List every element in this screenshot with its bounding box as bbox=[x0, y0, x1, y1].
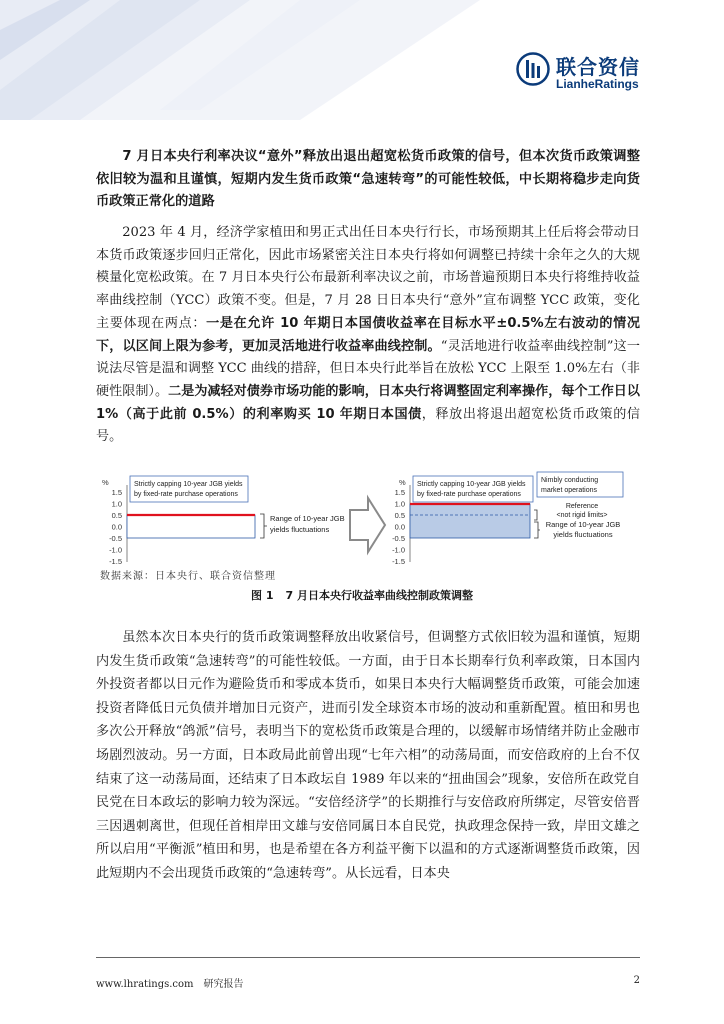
left-percent-sign: % bbox=[102, 478, 109, 487]
right-ytick-1: 1.5 bbox=[394, 488, 405, 497]
right-fluctuation-band bbox=[410, 504, 530, 538]
figure-caption-number: 图 1 bbox=[251, 589, 274, 602]
lianhe-logo-icon bbox=[516, 52, 550, 86]
footer-divider bbox=[96, 957, 640, 958]
right-ytick-6: -1.0 bbox=[392, 545, 405, 555]
left-ytick-7: -1.5 bbox=[109, 557, 122, 566]
nimbly-label-2: market operations bbox=[541, 487, 598, 494]
paragraph-1-bold-a: 一是在允许 10 年期日本国债收益率在目标水平±0.5%左右波动的情况下，以区间上限为参考，更加灵活地进行收益率曲线控制。 bbox=[96, 315, 640, 354]
page-number: 2 bbox=[633, 975, 640, 986]
footer-doc-type: 研究报告 bbox=[203, 979, 244, 990]
left-ytick-5: -0.5 bbox=[109, 534, 122, 543]
right-ytick-4: 0.0 bbox=[394, 522, 405, 532]
left-ytick-4: 0.0 bbox=[111, 522, 122, 532]
right-ytick-3: 0.5 bbox=[394, 511, 405, 520]
header-decoration bbox=[0, 0, 480, 120]
paragraph-1-text-b: “灵活地进行收益率曲线控制”这一说法尽管是温和调整 YCC 曲线的措辞，但日本央行此举旨在放松 YCC 上限至 1.0%左右（非硬性限制）。 bbox=[96, 338, 641, 399]
right-range-label-2: yields fluctuations bbox=[553, 530, 613, 539]
right-ytick-5: -0.5 bbox=[392, 534, 405, 543]
left-ytick-2: 1.0 bbox=[111, 499, 122, 509]
company-logo bbox=[516, 50, 646, 94]
logo-chinese-name: 联合资信 bbox=[556, 55, 640, 79]
right-cap-label-1: Strictly capping 10-year JGB yields bbox=[417, 481, 526, 488]
right-cap-callout bbox=[413, 476, 533, 502]
transition-arrow-icon bbox=[350, 498, 385, 552]
left-range-brace bbox=[260, 514, 267, 538]
figure-caption bbox=[0, 587, 724, 603]
left-ytick-6: -1.0 bbox=[109, 545, 122, 555]
left-ytick-1: 1.5 bbox=[111, 488, 122, 497]
paragraph-1-bold-b: 二是为减轻对债券市场功能的影响，日本央行将调整固定利率操作，每个工作日以 1%（高于此前 0.5%）的利率购买 10 年期日本国债 bbox=[96, 383, 641, 422]
left-cap-callout bbox=[130, 476, 248, 502]
right-percent-sign: % bbox=[399, 478, 406, 487]
logo-english-name: LianheRatings bbox=[556, 77, 639, 91]
left-range-label-1: Range of 10-year JGB bbox=[270, 514, 345, 523]
section-heading: 7 月日本央行利率决议“意外”释放出退出超宽松货币政策的信号，但本次货币政策调整依旧较为温和且谨慎，短期内发生货币政策“急速转弯”的可能性较低，中长期将稳步走向货币政策正常化的道路 bbox=[96, 149, 640, 209]
nimbly-label-1: Nimbly conducting bbox=[541, 477, 599, 484]
left-cap-label-1: Strictly capping 10-year JGB yields bbox=[134, 481, 243, 488]
paragraph-1-text-a: 2023 年 4 月，经济学家植田和男正式出任日本央行行长，市场预期其上任后将会带动日本货币政策逐步回归正常化，因此市场紧密关注日本央行将如何调整已持续十余年之久的大规模量化宽松政策。在 7 月日本央行公布最新利率决议之前，市场普遍预期日本央行将维持收益率曲线控制（YCC）政策不变。但是，7 月 28 日日本央行“意外”宣布调整 YCC 政策，变化主要体现在两点： bbox=[96, 225, 640, 331]
reference-label-2: <not rigid limits> bbox=[556, 512, 608, 519]
right-range-label-1: Range of 10-year JGB bbox=[545, 520, 621, 529]
right-panel bbox=[392, 472, 623, 566]
paragraph-2: 虽然本次日本央行的货币政策调整释放出收紧信号，但调整方式依旧较为温和谨慎，短期内发生货币政策“急速转弯”的可能性较低。一方面，由于日本长期奉行负利率政策，日本国内外投资者都以日元作为避险货币和零成本货币，如果日本央行大幅调整货币政策，可能会加速投资者降低日元负债并增加日元资产，进而引发全球资本市场的波动和重新配置。植田和男也多次公开释放“鸽派”信号，表明当下的宽松货币政策是合理的，以缓解市场情绪并防止金融市场剧烈波动。另一方面，日本政局此前曾出现“七年六相”的动荡局面，而安倍政府的上台不仅结束了这一动荡局面，还结束了日本政坛自 1989 年以来的“扭曲国会”现象，安倍所在政党自民党在日本政坛的影响力较为深远。“安倍经济学”的长期推行与安倍政府所绑定，尽管安倍晋三因遇刺离世，但现任首相岸田文雄与安倍同属日本自民党，执政理念保持一致，岸田文雄之所以启用“平衡派”植田和男，也是希望在各方利益平衡下以温和的方式逐渐调整货币政策，因此短期内不会出现货币政策的“急速转弯”。从长远看，日本央 bbox=[96, 630, 640, 881]
right-ytick-7: -1.5 bbox=[392, 557, 405, 566]
left-ytick-3: 0.5 bbox=[111, 511, 122, 520]
right-cap-label-2: by fixed-rate purchase operations bbox=[417, 491, 521, 498]
left-cap-label-2: by fixed-rate purchase operations bbox=[134, 491, 238, 498]
footer-url[interactable]: www.lhratings.com bbox=[96, 979, 194, 990]
footer-left bbox=[96, 975, 254, 990]
left-panel bbox=[102, 476, 345, 566]
paragraph-1-text-c: ，释放出将退出超宽松货币政策的信号。 bbox=[96, 406, 640, 445]
figure-source: 数据来源：日本央行、联合资信整理 bbox=[100, 571, 276, 582]
paragraph-1 bbox=[96, 222, 640, 449]
left-range-label-2: yields fluctuations bbox=[270, 525, 330, 534]
reference-label-1: Reference bbox=[565, 503, 599, 510]
left-fluctuation-band bbox=[127, 515, 255, 538]
right-range-brace bbox=[534, 522, 540, 538]
reference-brace bbox=[534, 510, 537, 520]
figure-caption-text: 7 月日本央行收益率曲线控制政策调整 bbox=[285, 589, 473, 602]
right-ytick-2: 1.0 bbox=[394, 499, 405, 509]
